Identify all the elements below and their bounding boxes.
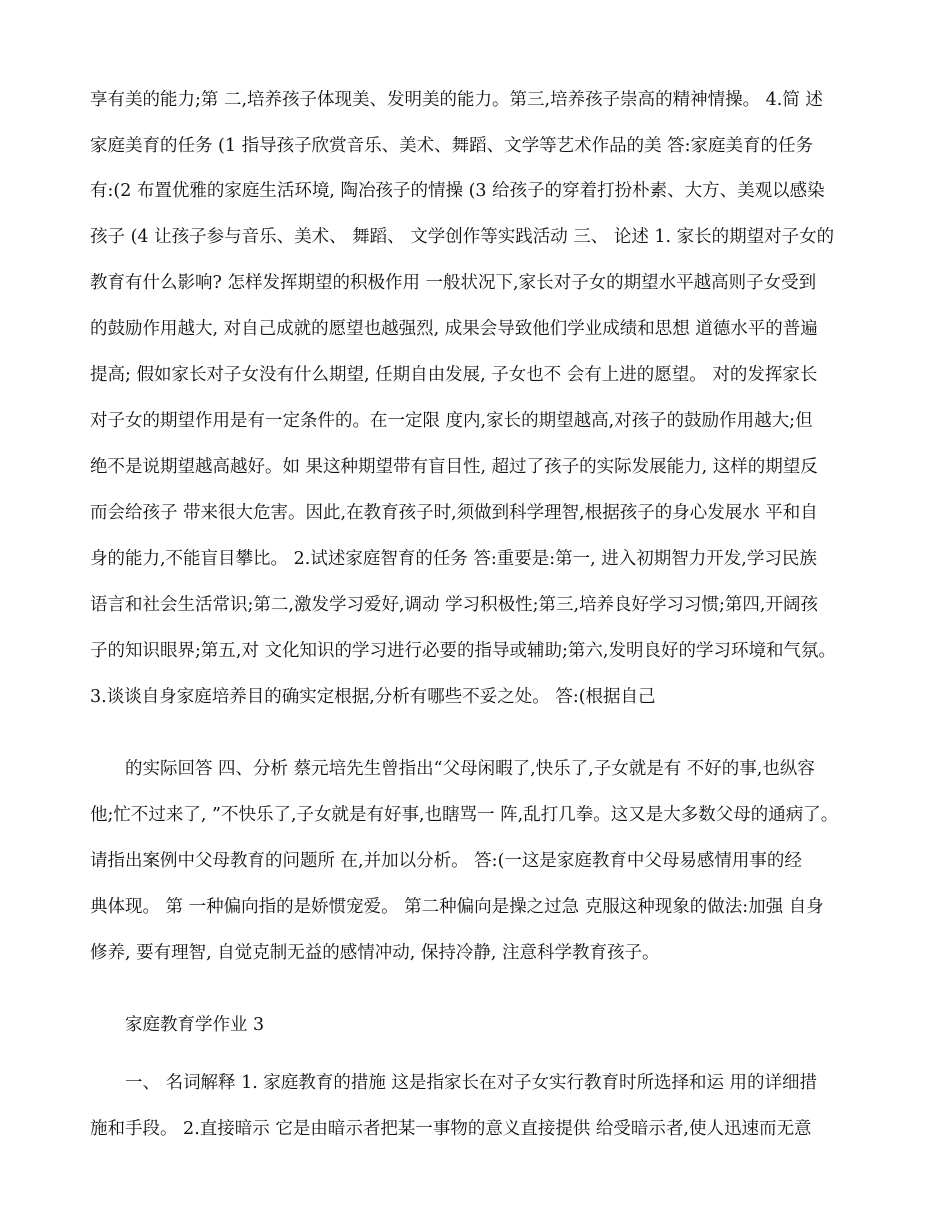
paragraph-2-line-3: 请指出案例中父母教育的问题所 在,并加以分析。 答:(一这是家庭教育中父母易感情用事的经 (90, 851, 802, 871)
paragraph-1-line-13: 子的知识眼界;第五,对 文化知识的学习进行必要的指导或辅助;第六,发明良好的学习环境和气氛。 (90, 641, 836, 661)
paragraph-1-line-2: 家庭美育的任务 (1 指导孩子欣赏音乐、美术、舞蹈、文学等艺术作品的美 答:家庭美育的任务 (90, 136, 814, 156)
paragraph-2-line-2: 他;忙不过来了, ”不快乐了,子女就是有好事,也瞎骂一 阵,乱打几拳。这又是大多数父母的通病了。 (90, 805, 839, 825)
paragraph-1-line-4: 孩子 (4 让孩子参与音乐、美术、 舞蹈、 文学创作等实践活动 三、 论述 1. 家长的期望对子女的 (90, 227, 835, 247)
paragraph-1-line-3: 有:(2 布置优雅的家庭生活环境, 陶冶孩子的情操 (3 给孩子的穿着打扮朴素、大方、美观以感染 (90, 181, 825, 201)
paragraph-1-line-9: 绝不是说期望越高越好。如 果这种期望带有盲目性, 超过了孩子的实际发展能力, 这样的期望反 (90, 457, 818, 477)
paragraph-2-line-4: 典体现。 第 一种偏向指的是娇惯宠爱。 第二种偏向是操之过急 克服这种现象的做法:加强 自身 (90, 897, 824, 917)
section-title: 家庭教育学作业 3 (125, 1015, 265, 1035)
paragraph-1-line-14: 3.谈谈自身家庭培养目的确实定根据,分析有哪些不妥之处。 答:(根据自己 (90, 687, 656, 707)
paragraph-1-line-8: 对子女的期望作用是有一定条件的。在一定限 度内,家长的期望越高,对孩子的鼓励作用越大;但 (90, 411, 813, 431)
paragraph-2-line-1: 的实际回答 四、分析 蔡元培先生曾指出“父母闲暇了,快乐了,子女就是有 不好的事,也纵容 (125, 759, 815, 779)
paragraph-1-line-1: 享有美的能力;第 二,培养孩子体现美、发明美的能力。第三,培养孩子崇高的精神情操。 4.简 述 (90, 90, 823, 110)
paragraph-1-line-5: 教育有什么影响? 怎样发挥期望的积极作用 一般状况下,家长对子女的期望水平越高则子女受到 (90, 273, 817, 293)
paragraph-1-line-6: 的鼓励作用越大, 对自己成就的愿望也越强烈, 成果会导致他们学业成绩和思想 道德水平的普遍 (90, 319, 818, 339)
paragraph-1-line-7: 提高; 假如家长对子女没有什么期望, 任期自由发展, 子女也不 会有上进的愿望。 对的发挥家长 (90, 365, 818, 385)
paragraph-2-line-5: 修养, 要有理智, 自觉克制无益的感情冲动, 保持冷静, 注意科学教育孩子。 (90, 943, 660, 963)
paragraph-3-line-2: 施和手段。 2.直接暗示 它是由暗示者把某一事物的意义直接提供 给受暗示者,使人迅速而无意 (90, 1119, 812, 1139)
paragraph-1-line-11: 身的能力,不能盲目攀比。 2.试述家庭智育的任务 答:重要是:第一, 进入初期智力开发,学习民族 (90, 549, 817, 569)
paragraph-3-line-1: 一、 名词解释 1. 家庭教育的措施 这是指家长在对子女实行教育时所选择和运 用的详细措 (125, 1073, 818, 1093)
paragraph-1-line-12: 语言和社会生活常识;第二,激发学习爱好,调动 学习积极性;第三,培养良好学习习惯;第四,开阔孩 (90, 595, 818, 615)
paragraph-1-line-10: 而会给孩子 带来很大危害。因此,在教育孩子时,须做到科学理智,根据孩子的身心发展水 平和自 (90, 503, 818, 523)
